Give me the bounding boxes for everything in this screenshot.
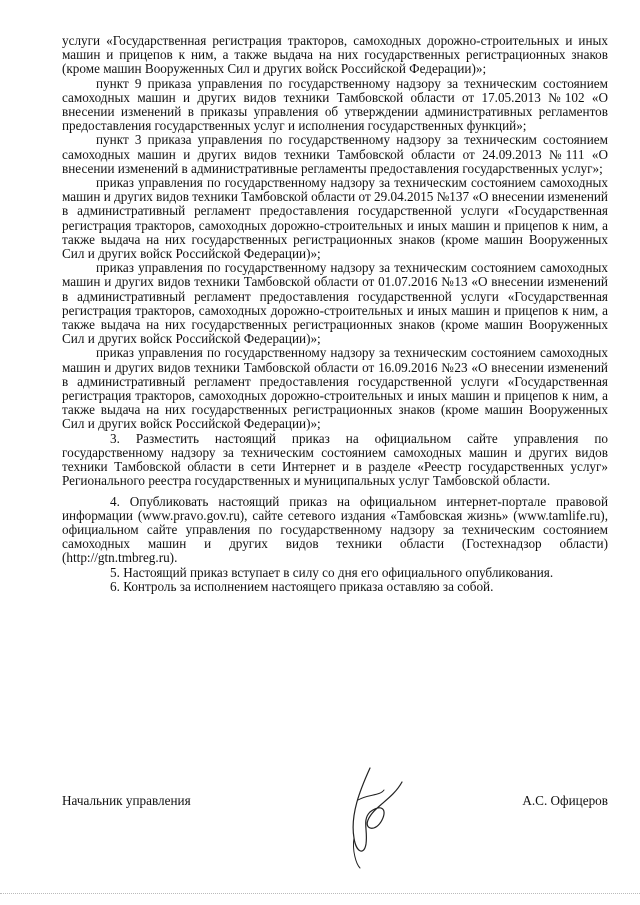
paragraph-5: приказ управления по государственному надзору за техническим состоянием самоходных машин и других видов техники Тамбовской области от 01.07.2016 №13 «О внесении изменений в административный регламент предоставления государственной услуги «Государственная регистрация тракторов, самоходных дорожно-строительных и иных машин и прицепов к ним, а также выдача на них государственных регистрационных знаков (кроме машин Вооруженных Сил и других войск Российской Федерации)»; bbox=[62, 260, 608, 347]
paragraph-9: 5. Настоящий приказ вступает в силу со дня его официального опубликования. bbox=[110, 564, 554, 580]
paragraph-3: пункт 3 приказа управления по государственному надзору за техническим состоянием самоходных машин и других видов техники Тамбовской области от 24.09.2013 №111 «О внесении изменений в административные регламенты предоставления государственных услуг»; bbox=[62, 132, 608, 176]
paragraph-8: 4. Опубликовать настоящий приказ на официальном интернет-портале правовой информации (www.pravo.gov.ru), сайте сетевого издания «Тамбовская жизнь» (www.tamlife.ru), официальном сайте управления по государственному надзору за техническим состоянием самоходных машин и других видов техники области (Гостехнадзор области) (http://gtn.tmbreg.ru). bbox=[62, 493, 608, 566]
paragraph-2: пункт 9 приказа управления по государственному надзору за техническим состоянием самоходных машин и других видов техники Тамбовской области от 17.05.2013 №102 «О внесении изменений в приказы управления об утверждении административных регламентов предоставления государственных услуг и исполнения государственных функций»; bbox=[62, 75, 608, 134]
signatory-name: А.С. Офицеров bbox=[522, 793, 608, 808]
document-body bbox=[62, 34, 608, 594]
position-title: Начальник управления bbox=[62, 793, 191, 808]
paragraph-1: услуги «Государственная регистрация тракторов, самоходных дорожно-строительных и иных машин и прицепов к ним, а также выдача на них государственных регистрационных знаков (кроме машин Вооруженных Сил и других войск Российской Федерации)»; bbox=[62, 33, 608, 77]
paragraph-4: приказ управления по государственному надзору за техническим состоянием самоходных машин и других видов техники Тамбовской области от 29.04.2015 №137 «О внесении изменений в административный регламент предоставления государственной услуги «Государственная регистрация тракторов, самоходных дорожно-строительных и иных машин и прицепов к ним, а также выдача на них государственных регистрационных знаков (кроме машин Вооруженных Сил и других войск Российской Федерации)»; bbox=[62, 175, 608, 262]
signature-row bbox=[62, 793, 608, 813]
handwritten-signature-icon bbox=[340, 760, 410, 870]
scan-footer-line bbox=[0, 893, 640, 900]
paragraph-6: приказ управления по государственному надзору за техническим состоянием самоходных машин и других видов техники Тамбовской области от 16.09.2016 №23 «О внесении изменений в административный регламент предоставления государственной услуги «Государственная регистрация тракторов, самоходных дорожно-строительных и иных машин и прицепов к ним, а также выдача на них государственных регистрационных знаков (кроме машин Вооруженных Сил и других войск Российской Федерации)»; bbox=[62, 345, 608, 432]
paragraph-7: 3. Разместить настоящий приказ на официальном сайте управления по государственному надзору за техническим состоянием самоходных машин и других видов техники Тамбовской области в сети Интернет и в разделе «Реестр государственных услуг» Регионального реестра государственных и муниципальных услуг Тамбовской области. bbox=[62, 430, 608, 489]
paragraph-10: 6. Контроль за исполнением настоящего приказа оставляю за собой. bbox=[110, 578, 494, 594]
